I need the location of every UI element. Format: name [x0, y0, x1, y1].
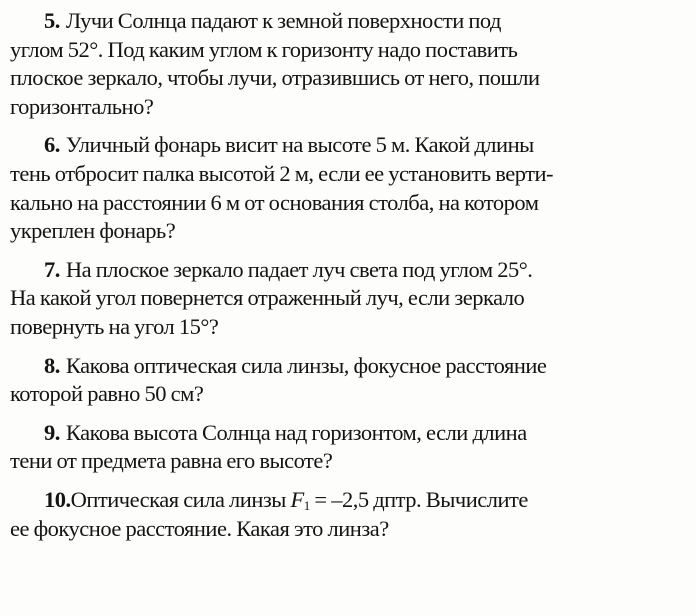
problem-number: 6. [44, 132, 60, 158]
problem-number: 7. [44, 256, 60, 282]
problem-text: Лучи Солнца падают к земной поверхности под [65, 8, 501, 33]
problem-line: повернуть на угол 15°? [10, 313, 219, 339]
problem-text: Какова оптическая сила линзы, фокусное расстояние [65, 352, 547, 378]
problem-line [10, 486, 690, 515]
problem-line: На какой угол повернется отраженный луч, если зеркало [10, 285, 525, 311]
problem-line [10, 131, 690, 160]
problem-line: кально на расстоянии 6 м от основания столба, на котором [10, 189, 539, 215]
problem-number: 8. [44, 352, 60, 378]
problem-line: укреплен фонарь? [10, 218, 176, 244]
problem-line: горизонтально? [10, 93, 154, 119]
problem-7 [10, 256, 690, 342]
problem-text: Уличный фонарь висит на высоте 5 м. Какой длины [65, 132, 534, 158]
problem-text: На плоское зеркало падает луч света под углом 25°. [65, 256, 533, 282]
problem-line [10, 352, 690, 381]
problem-number: 5. [44, 8, 60, 33]
problem-5 [10, 7, 690, 121]
problem-line: тень отбросит палка высотой 2 м, если ее установить верти- [10, 160, 554, 186]
problem-number: 10. [44, 486, 71, 512]
problem-line: тени от предмета равна его высоте? [10, 448, 333, 474]
problem-line: плоское зеркало, чтобы лучи, отразившись от него, пошли [10, 65, 540, 91]
problem-text: Оптическая сила линзы [70, 486, 291, 512]
problem-6 [10, 131, 690, 245]
problem-9 [10, 419, 690, 476]
problem-line: которой равно 50 см? [10, 381, 204, 407]
formula-symbol: F [290, 486, 304, 512]
problem-line [10, 7, 690, 36]
problem-line [10, 256, 690, 285]
problem-text: = –2,5 дптр. Вычислите [309, 486, 528, 512]
problem-number: 9. [44, 419, 60, 445]
problem-line: углом 52°. Под каким углом к горизонту надо поставить [10, 36, 518, 62]
problem-line: ее фокусное расстояние. Какая это линза? [10, 515, 389, 541]
formula-variable [291, 487, 310, 512]
problem-text: Какова высота Солнца над горизонтом, если длина [65, 419, 527, 445]
problem-line [10, 419, 690, 448]
formula-subscript: 1 [303, 497, 310, 513]
problem-10 [10, 486, 690, 543]
problem-8 [10, 352, 690, 409]
